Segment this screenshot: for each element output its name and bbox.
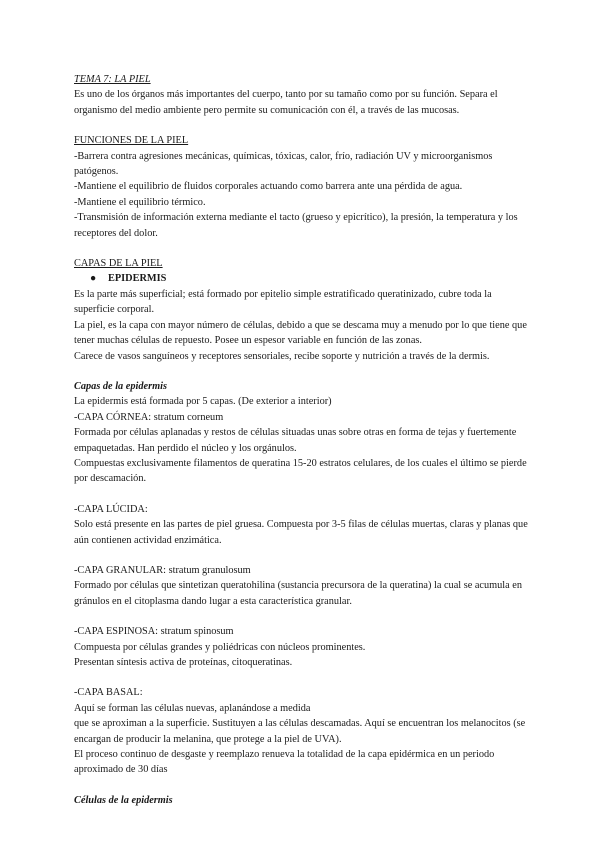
granular-text: Formado por células que sintetizan queratohilina (sustancia precursora de la queratina) la cual se acumula en gránulos en el citoplasma dando lugar a esta característica granular. bbox=[74, 580, 523, 607]
funcion-item: -Mantiene el equilibrio térmico. bbox=[74, 196, 206, 208]
basal-title: -CAPA BASAL: bbox=[74, 687, 143, 699]
basal-text: que se aproximan a la superficie. Sustituyen a las células descamadas. Aquí se encuentran los melanocitos (se encargan de producir la melanina, que protege a la piel de UVA). bbox=[74, 718, 526, 745]
funcion-item: -Mantiene el equilibrio de fluidos corporales actuando como barrera ante una pérdida de agua. bbox=[74, 181, 463, 193]
capas-paragraph: La piel, es la capa con mayor número de células, debido a que se descama muy a menudo por lo que tiene que tener muchas células de repuesto. Posee un espesor variable en función de las zonas. bbox=[74, 319, 527, 347]
document-page bbox=[74, 72, 532, 808]
espinosa-text: Presentan síntesis activa de proteínas, citoqueratinas. bbox=[74, 657, 293, 668]
capas-paragraph: Es la parte más superficial; está formado por epitelio simple estratificado queratinizado, cubre toda la superficie corporal. bbox=[74, 288, 492, 316]
capas-epidermis-heading: Capas de la epidermis bbox=[74, 380, 167, 392]
funcion-item: -Transmisión de información externa mediante el tacto (grueso y epicrítico), la presión, la temperatura y los receptores del dolor. bbox=[74, 212, 518, 239]
cornea-title: -CAPA CÓRNEA: stratum corneum bbox=[74, 411, 224, 423]
epidermis-label: EPIDERMIS bbox=[108, 273, 167, 285]
document-title: TEMA 7: LA PIEL bbox=[74, 74, 151, 85]
basal-text: Aquí se forman las células nuevas, aplanándose a medida bbox=[74, 702, 311, 714]
celulas-heading: Células de la epidermis bbox=[74, 794, 173, 806]
bullet-dot-icon: ● bbox=[90, 273, 97, 285]
capas-paragraph: Carece de vasos sanguíneos y receptores sensoriales, recibe soporte y nutrición a través de la dermis. bbox=[74, 350, 490, 362]
cornea-text: Formada por células aplanadas y restos de células situadas unas sobre otras en forma de tejas y fuertemente empaquetadas. Han perdido el núcleo y los orgánulos. bbox=[74, 427, 517, 454]
basal-text: El proceso continuo de desgaste y reemplazo renueva la totalidad de la capa epidérmica en un periodo aproximado de 30 días bbox=[74, 749, 495, 776]
funciones-heading: FUNCIONES DE LA PIEL bbox=[74, 135, 189, 147]
espinosa-text: Compuesta por células grandes y poliédricas con núcleos prominentes. bbox=[74, 641, 366, 653]
lucida-text: Solo está presente en las partes de piel gruesa. Compuesta por 3-5 filas de células muertas, claras y planas que aún contienen actividad enzimática. bbox=[74, 519, 528, 546]
lucida-title: -CAPA LÚCIDA: bbox=[74, 503, 148, 515]
capas-epidermis-intro: La epidermis está formada por 5 capas. (De exterior a interior) bbox=[74, 396, 332, 408]
funcion-item: -Barrera contra agresiones mecánicas, químicas, tóxicas, calor, frío, radiación UV y microorganismos patógenos. bbox=[74, 150, 493, 178]
epidermis-bullet bbox=[74, 271, 532, 286]
cornea-text: Compuestas exclusivamente filamentos de queratina 15-20 estratos celulares, de los cuales el último se pierde por descamación. bbox=[74, 457, 527, 485]
espinosa-title: -CAPA ESPINOSA: stratum spinosum bbox=[74, 626, 234, 638]
capas-heading: CAPAS DE LA PIEL bbox=[74, 258, 163, 270]
granular-title: -CAPA GRANULAR: stratum granulosum bbox=[74, 564, 251, 576]
intro-paragraph: Es uno de los órganos más importantes del cuerpo, tanto por su tamaño como por su función. Separa el organismo del medio ambiente pero permite su comunicación con él, a través de las mucosas. bbox=[74, 89, 498, 116]
